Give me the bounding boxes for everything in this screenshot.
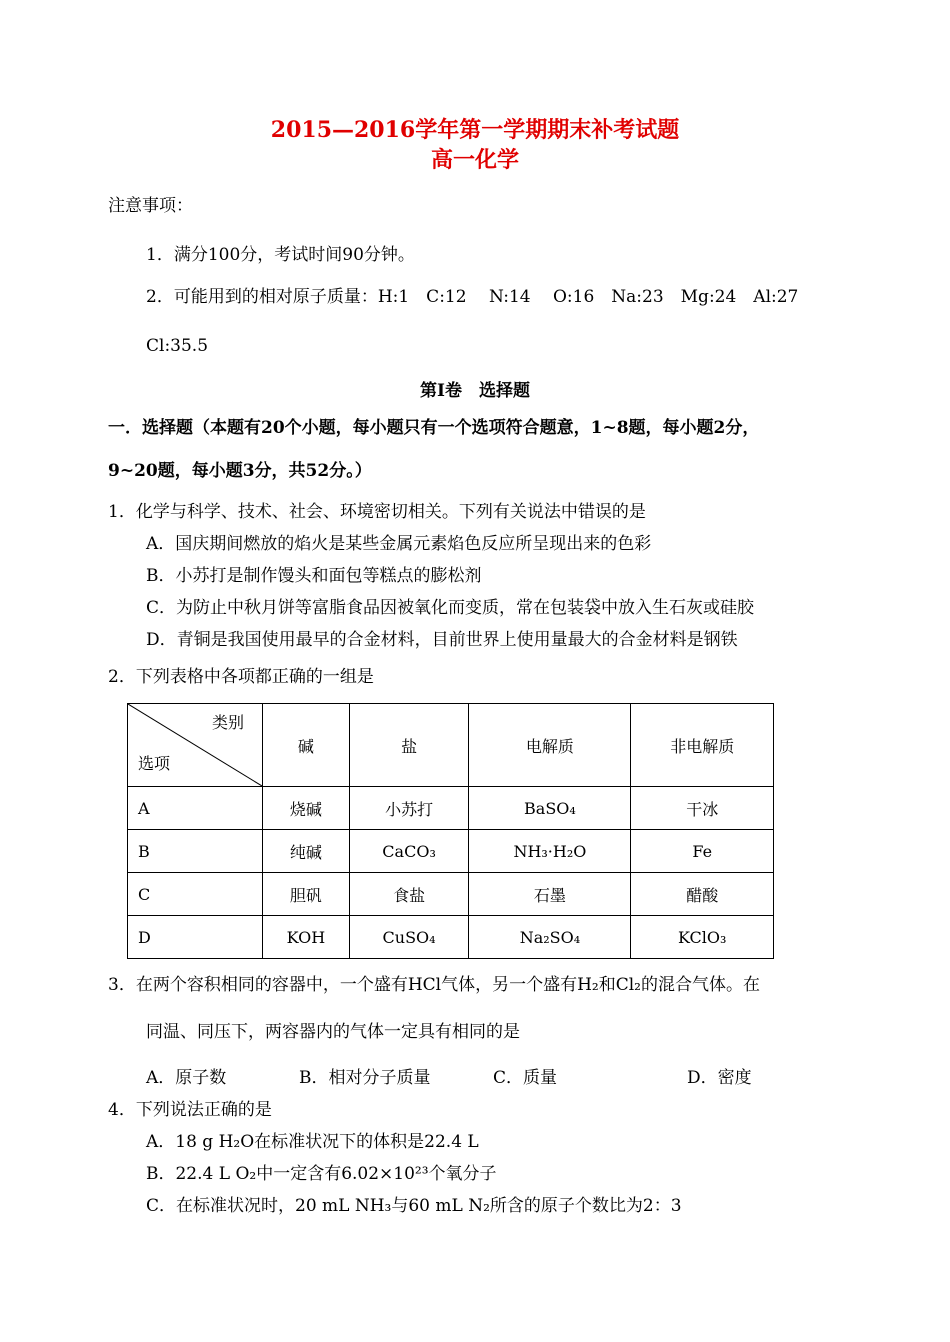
section-instructions-1: 一．选择题（本题有20个小题，每小题只有一个选项符合题意，1~8题，每小题2分， bbox=[108, 418, 760, 438]
corner-label-category: 类别 bbox=[211, 713, 244, 732]
table-cell: 石墨 bbox=[469, 873, 631, 916]
table-cell: NH₃·H₂O bbox=[469, 830, 631, 873]
q3-option-b: B．相对分子质量 bbox=[299, 1068, 431, 1088]
table-cell: 小苏打 bbox=[349, 787, 469, 830]
table-cell: 烧碱 bbox=[263, 787, 350, 830]
table-row-label: A bbox=[128, 787, 263, 830]
q1-option-d: D．青铜是我国使用最早的合金材料，目前世界上使用量最大的合金材料是钢铁 bbox=[146, 630, 738, 650]
table-row-label: C bbox=[128, 873, 263, 916]
table-cell: CuSO₄ bbox=[349, 916, 469, 959]
table-row bbox=[128, 873, 774, 916]
table-cell: 胆矾 bbox=[263, 873, 350, 916]
table-cell: 纯碱 bbox=[263, 830, 350, 873]
q2-table bbox=[127, 703, 774, 959]
table-header-cell: 电解质 bbox=[469, 704, 631, 787]
corner-label-option: 选项 bbox=[138, 754, 171, 773]
table-cell: 醋酸 bbox=[631, 873, 774, 916]
q3-option-a: A．原子数 bbox=[146, 1068, 227, 1088]
q2-stem: 2．下列表格中各项都正确的一组是 bbox=[108, 667, 374, 687]
notice-heading: 注意事项： bbox=[108, 196, 193, 216]
q3-option-d: D．密度 bbox=[687, 1068, 752, 1088]
q3-option-c: C．质量 bbox=[493, 1068, 558, 1088]
notice-item-2: 2．可能用到的相对原子质量：H:1 C:12 N:14 O:16 Na:23 Mg:24 Al:27 bbox=[146, 287, 799, 307]
q4-option-b: B．22.4 L O₂中一定含有6.02×10²³个氧分子 bbox=[146, 1164, 497, 1184]
notice-item-2-cont: Cl:35.5 bbox=[146, 336, 209, 356]
table-row bbox=[128, 916, 774, 959]
table-cell: KOH bbox=[263, 916, 350, 959]
table-row-label: D bbox=[128, 916, 263, 959]
table-row bbox=[128, 830, 774, 873]
q4-option-a: A．18 g H₂O在标准状况下的体积是22.4 L bbox=[146, 1132, 479, 1152]
section-title: 第Ⅰ卷 选择题 bbox=[420, 381, 530, 401]
table-header-row bbox=[128, 704, 774, 787]
table-cell: 食盐 bbox=[349, 873, 469, 916]
table-row bbox=[128, 787, 774, 830]
q1-option-b: B．小苏打是制作馒头和面包等糕点的膨松剂 bbox=[146, 566, 482, 586]
table-header-cell: 非电解质 bbox=[631, 704, 774, 787]
q3-stem: 3．在两个容积相同的容器中，一个盛有HCl气体，另一个盛有H₂和Cl₂的混合气体。在 bbox=[108, 975, 760, 995]
q4-stem: 4．下列说法正确的是 bbox=[108, 1100, 272, 1120]
table-header-cell: 碱 bbox=[263, 704, 350, 787]
q1-option-a: A．国庆期间燃放的焰火是某些金属元素焰色反应所呈现出来的色彩 bbox=[146, 534, 652, 554]
table-row-label: B bbox=[128, 830, 263, 873]
table-cell: Fe bbox=[631, 830, 774, 873]
table-cell: Na₂SO₄ bbox=[469, 916, 631, 959]
section-instructions-2: 9~20题，每小题3分，共52分。） bbox=[108, 461, 372, 481]
exam-title: 2015—2016学年第一学期期末补考试题 bbox=[270, 117, 680, 143]
table-header-cell: 盐 bbox=[349, 704, 469, 787]
q3-stem-cont: 同温、同压下，两容器内的气体一定具有相同的是 bbox=[146, 1022, 520, 1042]
table-cell: CaCO₃ bbox=[349, 830, 469, 873]
table-cell: 干冰 bbox=[631, 787, 774, 830]
exam-subtitle: 高一化学 bbox=[430, 147, 519, 173]
q4-option-c: C．在标准状况时，20 mL NH₃与60 mL N₂所含的原子个数比为2：3 bbox=[146, 1196, 682, 1216]
table-cell: BaSO₄ bbox=[469, 787, 631, 830]
table-corner-cell bbox=[128, 704, 263, 787]
q1-stem: 1．化学与科学、技术、社会、环境密切相关。下列有关说法中错误的是 bbox=[108, 502, 646, 522]
table-cell: KClO₃ bbox=[631, 916, 774, 959]
q1-option-c: C．为防止中秋月饼等富脂食品因被氧化而变质，常在包装袋中放入生石灰或硅胶 bbox=[146, 598, 755, 618]
notice-item-1: 1．满分100分，考试时间90分钟。 bbox=[146, 245, 415, 265]
